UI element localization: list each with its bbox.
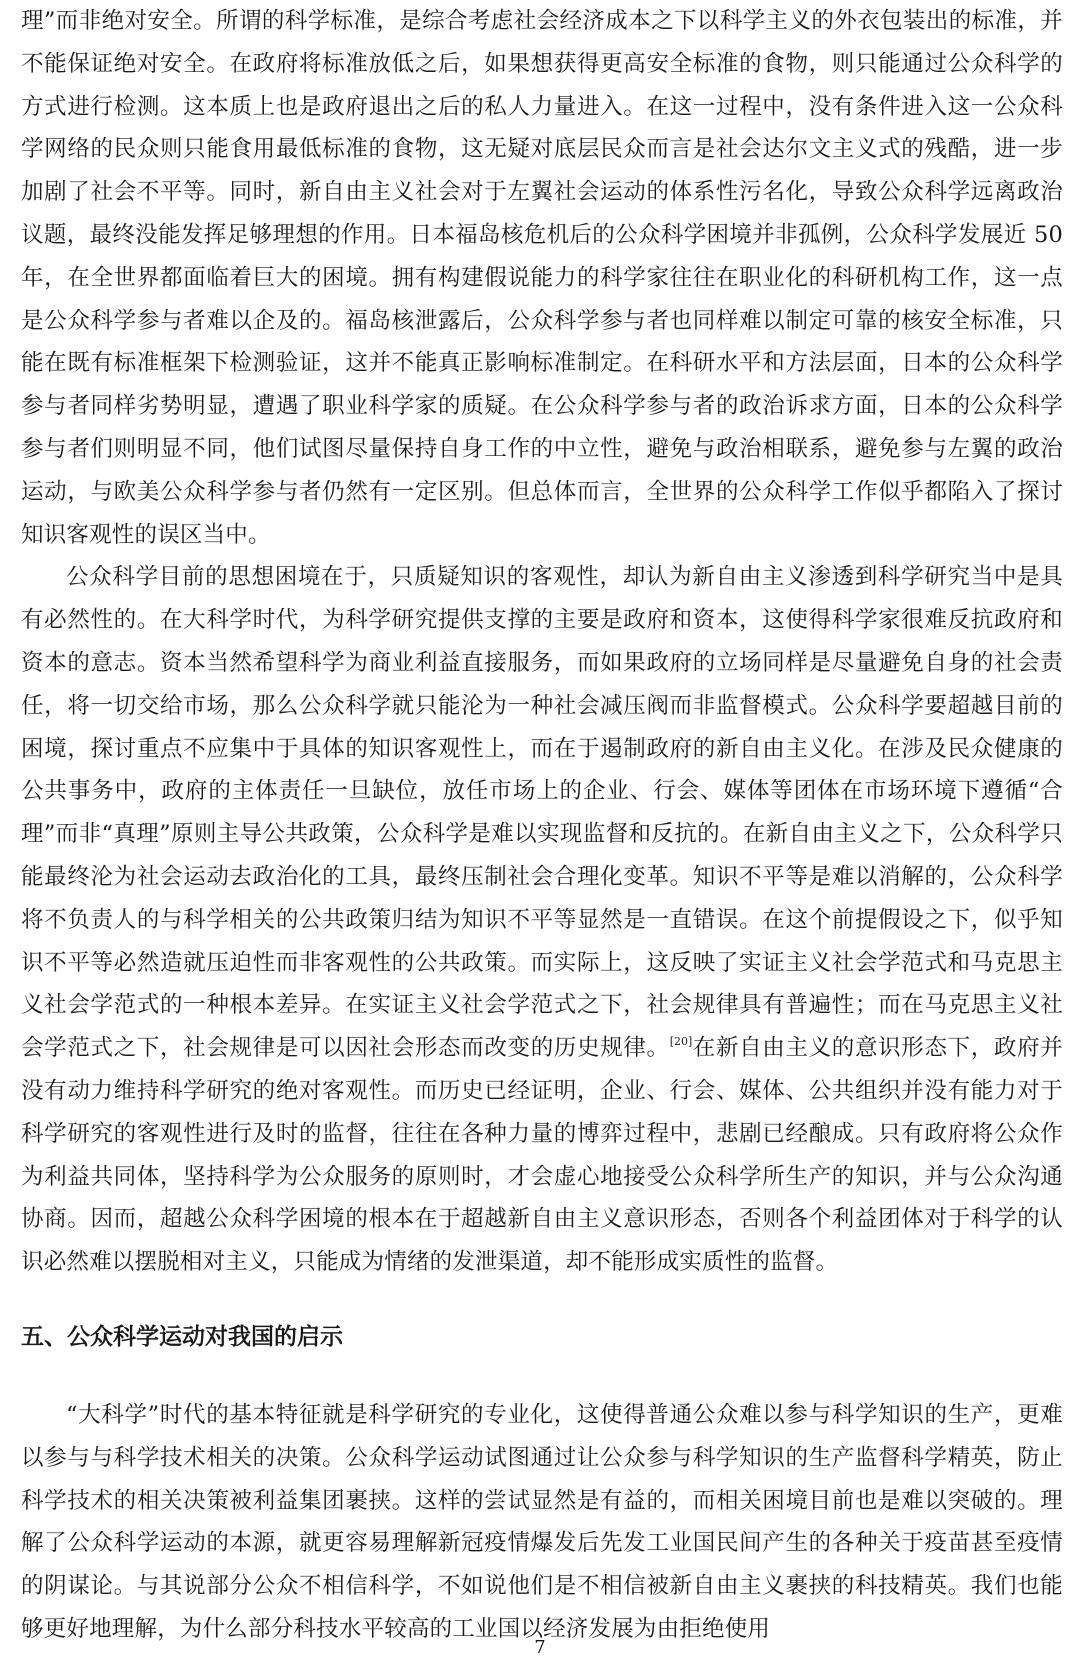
paragraph-2-text-after-citation: 在新自由主义的意识形态下，政府并没有动力维持科学研究的绝对客观性。而历史已经证明，企业、行会、媒体、公共组织并没有能力对于科学研究的客观性进行及时的监督，往往在各种力量的博弈过程中，悲剧已经酿成。只有政府将公众作为利益共同体，坚持科学为公众服务的原则时，才会虚心地接受公众科学所生产的知识，并与公众沟通协商。因而，超越公众科学困境的根本在于超越新自由主义意识形态，否则各个利益团体对于科学的认识必然难以摆脱相对主义，只能成为情绪的发泄渠道，却不能形成实质性的监督。 bbox=[21, 1035, 1064, 1276]
paragraph-2-text-before-citation: 公众科学目前的思想困境在于，只质疑知识的客观性，却认为新自由主义渗透到科学研究当中是具有必然性的。在大科学时代，为科学研究提供支撑的主要是政府和资本，这使得科学家很难反抗政府和资本的意志。资本当然希望科学为商业利益直接服务，而如果政府的立场同样是尽量避免自身的社会责任，将一切交给市场，那么公众科学就只能沦为一种社会减压阀而非监督模式。公众科学要超越目前的困境，探讨重点不应集中于具体的知识客观性上，而在于遏制政府的新自由主义化。在涉及民众健康的公共事务中，政府的主体责任一旦缺位，放任市场上的企业、行会、媒体等团体在市场环境下遵循“合理”而非“真理”原则主导公共政策，公众科学是难以实现监督和反抗的。在新自由主义之下，公众科学只能最终沦为社会运动去政治化的工具，最终压制社会合理化变革。知识不平等是难以消解的，公众科学将不负责人的与科学相关的公共政策归结为知识不平等显然是一直错误。在这个前提假设之下，似乎知识不平等必然造就压迫性而非客观性的公共政策。而实际上，这反映了实证主义社会学范式和马克思主义社会学范式的一种根本差异。在实证主义社会学范式之下，社会规律具有普遍性；而在马克思主义社会学范式之下，社会规律是可以因社会形态而改变的历史规律。 bbox=[21, 564, 1063, 1062]
section-heading: 五、公众科学运动对我国的启示 bbox=[21, 1323, 343, 1350]
paragraph-3: “大科学”时代的基本特征就是科学研究的专业化，这使得普通公众难以参与科学知识的生产，更难以参与与科学技术相关的决策。公众科学运动试图通过让公众参与科学知识的生产监督科学精英，防止科学技术的相关决策被利益集团裹挟。这样的尝试显然是有益的，而相关困境目前也是难以突破的。理解了公众科学运动的本源，就更容易理解新冠疫情爆发后先发工业国民间产生的各种关于疫苗甚至疫情的阴谋论。与其说部分公众不相信科学，不如说他们是不相信被新自由主义裹挟的科技精英。我们也能够更好地理解，为什么部分科技水平较高的工业国以经济发展为由拒绝使用 bbox=[21, 1401, 1063, 1642]
paragraph-2 bbox=[21, 556, 1063, 1284]
page-number: 7 bbox=[534, 1637, 546, 1658]
citation-20: [20] bbox=[669, 1035, 693, 1049]
paragraph-1: 理”而非绝对安全。所谓的科学标准，是综合考虑社会经济成本之下以科学主义的外衣包装出的标准，并不能保证绝对安全。在政府将标准放低之后，如果想获得更高安全标准的食物，则只能通过公众科学的方式进行检测。这本质上也是政府退出之后的私人力量进入。在这一过程中，没有条件进入这一公众科学网络的民众则只能食用最低标准的食物，这无疑对底层民众而言是社会达尔文主义式的残酷，进一步加剧了社会不平等。同时，新自由主义社会对于左翼社会运动的体系性污名化，导致公众科学远离政治议题，最终没能发挥足够理想的作用。日本福岛核危机后的公众科学困境并非孤例，公众科学发展近 50 年，在全世界都面临着巨大的困境。拥有构建假说能力的科学家往往在职业化的科研机构工作，这一点是公众科学参与者难以企及的。福岛核泄露后，公众科学参与者也同样难以制定可靠的核安全标准，只能在既有标准框架下检测验证，这并不能真正影响标准制定。在科研水平和方法层面，日本的公众科学参与者同样劣势明显，遭遇了职业科学家的质疑。在公众科学参与者的政治诉求方面，日本的公众科学参与者们则明显不同，他们试图尽量保持自身工作的中立性，避免与政治相联系，避免参与左翼的政治运动，与欧美公众科学参与者仍然有一定区别。但总体而言，全世界的公众科学工作似乎都陷入了探讨知识客观性的误区当中。 bbox=[21, 8, 1063, 548]
document-page bbox=[21, 0, 1063, 1651]
